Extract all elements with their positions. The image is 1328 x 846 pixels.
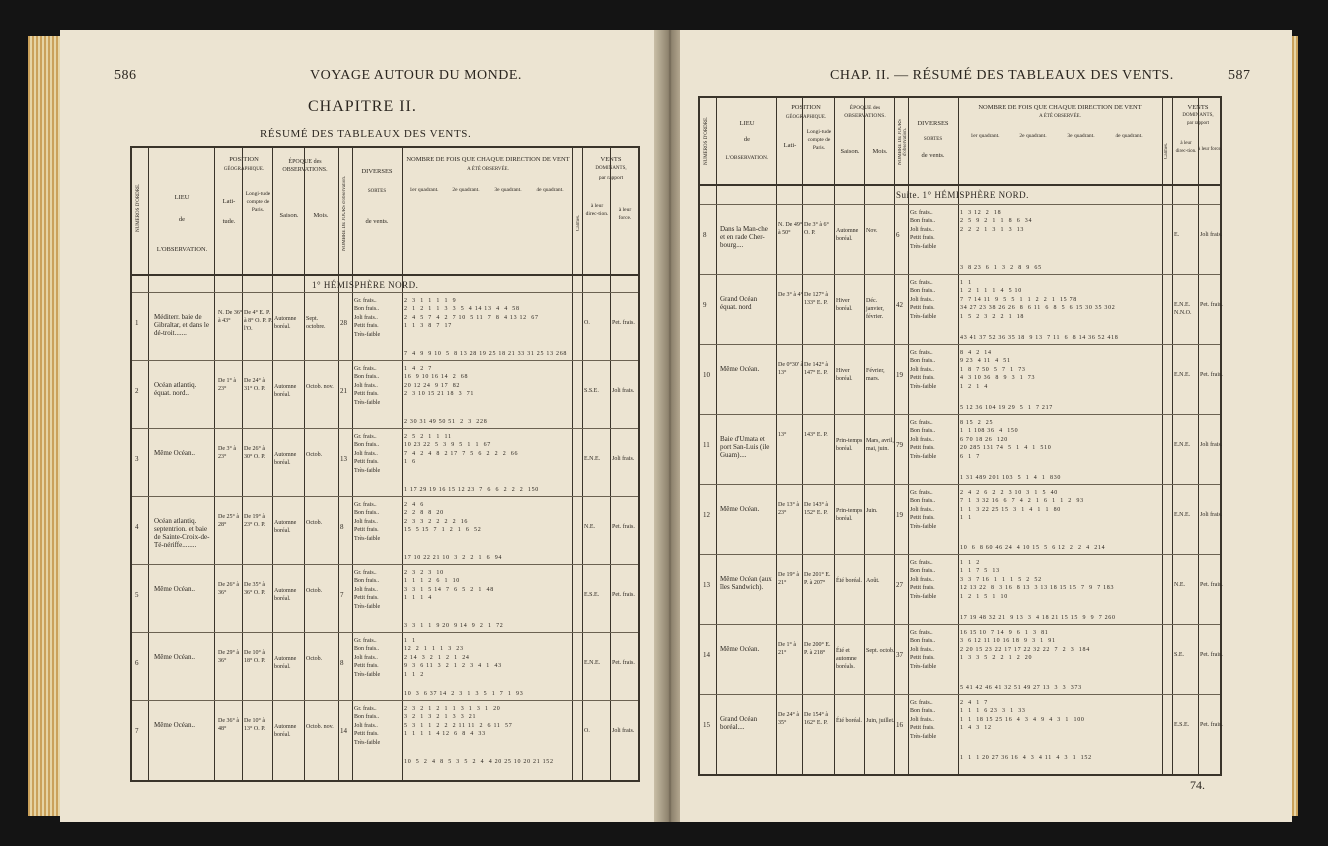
- wind-types: Gr. frais.. Bon frais.. Joli frais.. Petit frais. Très-faible: [910, 560, 937, 600]
- header-nombre-jours: NOMBRE DE JOURS d'observation.: [342, 175, 347, 251]
- row-number: 3: [135, 455, 139, 463]
- wind-counts: 1 1 2 1 1 7 5 13 3 3 7 16 1 1 1 5 2 52 12 13 22 8 3 16 8 13 3 13 18 15 15 7 9 7 183 1 2 1 5 1 10: [960, 560, 1115, 600]
- dominant-direction: O.: [584, 320, 590, 326]
- section-title: RÉSUMÉ DES TABLEAUX DES VENTS.: [260, 128, 472, 140]
- row-saison: Automne boréal.: [836, 228, 859, 242]
- hemisphere-title: 1° HÉMISPHÈRE NORD.: [312, 280, 419, 290]
- header-q2-right: 2e quadrant.: [1019, 133, 1047, 139]
- row-longitude: De 24° à 31° O. P.: [244, 378, 266, 392]
- header-position: POSITION: [229, 156, 259, 163]
- row-saison: Automne boréal.: [274, 588, 297, 602]
- row-number: 2: [135, 387, 139, 395]
- dominant-force: Pet. frais.: [1200, 722, 1223, 728]
- header-q3-right: 3e quadrant.: [1067, 133, 1095, 139]
- wind-counts: 8 15 2 25 1 1 108 36 4 150 6 70 18 26 120 20 285 131 74 5 1 4 1 510 6 1 7: [960, 420, 1052, 460]
- row-days: 16: [896, 721, 903, 729]
- row-latitude: De 3° à 23°: [218, 446, 237, 460]
- row-days: 21: [340, 387, 347, 395]
- row-longitude: De 26° à 30° O. P.: [244, 446, 266, 460]
- row-number: 15: [703, 721, 710, 729]
- table-row: [700, 624, 1223, 695]
- row-longitude: De 35° à 36° O. P.: [244, 582, 266, 596]
- dominant-direction: E.N.E. N.N.O.: [1174, 302, 1192, 316]
- table-row: [132, 360, 638, 429]
- row-lieu: Méditerr. baie de Gibraltar, et dans le dé-troit.......: [154, 313, 209, 337]
- wind-counts: 2 3 1 1 1 1 9 2 1 2 1 1 3 3 5 4 14 13 4 4 58 2 4 5 7 4 2 7 10 5 11 7 8 4 13 12 67 1 1 3 8 7 17: [404, 298, 539, 330]
- dominant-force: Pet. frais.: [612, 592, 635, 598]
- header-q4: 4e quadrant.: [536, 187, 564, 193]
- row-saison: Automne boréal.: [274, 384, 297, 398]
- dominant-direction: E.N.E.: [1174, 512, 1191, 518]
- wind-types: Gr. frais.. Bon frais.. Joli frais.. Petit frais. Très-faible: [910, 700, 937, 740]
- running-head-right: CHAP. II. — RÉSUMÉ DES TABLEAUX DES VENTS.: [830, 68, 1174, 83]
- row-mois: Octob.: [306, 588, 323, 594]
- row-longitude: De 4° E. P. à 8° O. P. P. l'O.: [244, 310, 273, 332]
- row-latitude: De 13° à 23°: [778, 502, 800, 516]
- table-row: [700, 204, 1223, 275]
- row-lieu: Même Océan..: [154, 585, 196, 593]
- header-nombre: NOMBRE DE FOIS QUE CHAQUE DIRECTION DE VENT: [406, 156, 570, 163]
- row-longitude: De 19° à 23° O. P.: [244, 514, 266, 528]
- dominant-force: Joli frais.: [612, 456, 635, 462]
- row-number: 12: [703, 511, 710, 519]
- header-geographique: GÉOGRAPHIQUE.: [223, 167, 265, 172]
- running-head: VOYAGE AUTOUR DU MONDE.: [310, 68, 522, 83]
- table-row: [132, 292, 638, 361]
- header-mois: Mois.: [313, 212, 329, 219]
- row-number: 11: [703, 441, 710, 449]
- row-latitude: De 24° à 35°: [778, 712, 800, 726]
- header-q1: 1er quadrant.: [409, 187, 439, 193]
- header-direction-right: à leur direc-tion.: [1175, 141, 1197, 154]
- header-geo-right: GÉOGRAPHIQUE.: [785, 115, 827, 120]
- chapter-title: CHAPITRE II.: [308, 98, 417, 115]
- header-longi-right: Longi-tude compte de Paris.: [806, 129, 832, 151]
- row-mois: Août.: [866, 578, 880, 584]
- dominant-force: Pet. frais.: [612, 320, 635, 326]
- row-number: 14: [703, 651, 710, 659]
- header-dominants: DOMINANTS,: [595, 166, 627, 171]
- wind-counts: 1 3 12 2 18 2 5 9 2 1 1 8 6 34 2 2 2 1 3 1 3 13: [960, 210, 1033, 233]
- row-days: 14: [340, 727, 347, 735]
- dominant-force: Joli frais.: [1200, 512, 1223, 518]
- row-total: 7 4 9 9 10 5 8 13 28 19 25 18 21 33 31 25 13 268: [404, 351, 568, 357]
- header-q3: 3e quadrant.: [494, 187, 522, 193]
- header-jours-right: NOMBRE DE JOURS d'observation.: [898, 119, 908, 165]
- row-total: 43 41 37 52 36 35 18 9 13 7 11 6 8 14 36 52 418: [960, 335, 1119, 341]
- header-dominants-right: DOMINANTS,: [1182, 113, 1214, 118]
- dominant-direction: N.E.: [1174, 582, 1185, 588]
- header-lieu: LIEU: [174, 194, 190, 201]
- row-mois: Juin, juillet.: [866, 718, 895, 724]
- dominant-force: Pet. frais.: [612, 524, 635, 530]
- row-total: 3 8 23 6 1 3 2 8 9 65: [960, 265, 1042, 271]
- wind-counts: 16 15 10 7 14 9 6 1 3 81 3 6 12 11 10 16 18 9 3 1 91 2 20 15 23 22 17 17 22 32 22 7 2 3 184 1 3 3 5 2 2 1 2 20: [960, 630, 1090, 662]
- row-mois: Nov.: [866, 228, 878, 234]
- header-par-rapport: par rapport: [598, 175, 624, 181]
- wind-counts: 8 4 2 14 9 23 4 11 4 51 1 8 7 50 5 7 1 73 4 3 10 36 8 9 3 1 73 1 2 1 4: [960, 350, 1036, 390]
- header-tude: tude.: [222, 218, 236, 225]
- signature-mark: 74.: [1190, 778, 1205, 792]
- wind-types: Gr. frais.. Bon frais.. Joli frais.. Petit frais. Très-faible: [354, 366, 381, 406]
- row-total: 1 31 489 201 103 5 1 4 1 830: [960, 475, 1062, 481]
- row-longitude: De 10° à 13° O. P.: [244, 718, 266, 732]
- table-row: [132, 700, 638, 769]
- row-days: 79: [896, 441, 903, 449]
- table-row: [700, 414, 1223, 485]
- dominant-force: Pet. frais.: [1200, 652, 1223, 658]
- row-latitude: 13°: [778, 432, 787, 438]
- header-saison: Saison.: [279, 212, 299, 219]
- header-lati-right: Lati-: [783, 142, 797, 149]
- row-mois: Sept. octob.: [866, 648, 895, 654]
- row-latitude: De 29° à 36°: [218, 650, 240, 664]
- header-direction: à leur direc-tion.: [585, 203, 609, 217]
- header-longi: Longi-tude compte de Paris.: [245, 191, 271, 213]
- header-sortes-right: SORTES: [923, 137, 943, 142]
- row-days: 13: [340, 455, 347, 463]
- header-q2: 2e quadrant.: [452, 187, 480, 193]
- row-lieu: Même Océan..: [154, 653, 196, 661]
- table-row: [700, 554, 1223, 625]
- row-saison: Prin-temps boréal.: [836, 438, 863, 452]
- wind-summary-table-continued: [698, 96, 1222, 776]
- row-number: 6: [135, 659, 139, 667]
- header-a-ete-right: A ÉTÉ OBSERVÉE.: [1039, 114, 1081, 119]
- header-par-rapport-right: par rapport: [1186, 121, 1210, 126]
- row-mois: Octob.: [306, 656, 323, 662]
- wind-counts: 2 4 1 7 1 1 1 6 23 3 1 33 1 1 18 15 25 16 4 3 4 9 4 3 1 100 1 4 3 12: [960, 700, 1085, 732]
- row-lieu: Même Océan.: [720, 505, 760, 513]
- header-lati: Lati-: [222, 198, 236, 205]
- header-calmes-right: Calmes.: [1164, 142, 1169, 160]
- dominant-direction: S.S.E.: [584, 388, 599, 394]
- row-days: 6: [896, 231, 900, 239]
- wind-types: Gr. frais.. Bon frais.. Joli frais.. Petit frais. Très-faible: [354, 570, 381, 610]
- row-latitude: De 1° à 23°: [218, 378, 237, 392]
- row-mois: Octob.: [306, 520, 323, 526]
- row-mois: Mars, avril, mai, juin.: [866, 438, 894, 452]
- row-mois: Juin.: [866, 508, 878, 514]
- header-saison-right: Saison.: [840, 148, 860, 155]
- row-mois: Octob. nov.: [306, 724, 334, 730]
- row-days: 7: [340, 591, 344, 599]
- row-saison: Été et automne boréals.: [836, 648, 857, 670]
- table-row: [700, 694, 1223, 765]
- row-mois: Sept. octobre.: [306, 316, 326, 330]
- wind-types: Gr. frais.. Bon frais.. Joli frais.. Petit frais. Très-faible: [910, 280, 937, 320]
- wind-counts: 2 3 2 3 10 1 1 1 2 6 1 10 3 3 1 5 14 7 6 5 2 1 48 1 1 1 4: [404, 570, 494, 602]
- table-row: [132, 632, 638, 701]
- header-vents: VENTS: [600, 156, 622, 163]
- row-lieu: Même Océan.: [720, 645, 760, 653]
- dominant-direction: S.E.: [1174, 652, 1185, 658]
- row-days: 37: [896, 651, 903, 659]
- row-days: 42: [896, 301, 903, 309]
- header-diverses: DIVERSES: [361, 168, 393, 175]
- dominant-direction: E.N.E.: [1174, 442, 1191, 448]
- row-mois: Déc. janvier, février.: [866, 298, 884, 320]
- dominant-direction: E.N.E.: [584, 456, 601, 462]
- row-days: 19: [896, 371, 903, 379]
- row-latitude: N. De 49° à 50°: [778, 222, 803, 236]
- table-header: [132, 148, 638, 276]
- table-row: [700, 274, 1223, 345]
- header-position-right: POSITION: [791, 104, 821, 111]
- header-force-right: à leur force.: [1198, 147, 1223, 152]
- wind-types: Gr. frais.. Bon frais.. Joli frais.. Petit frais. Très-faible: [354, 298, 381, 338]
- header-de-vents-right: de vents.: [921, 152, 945, 159]
- table-header-right: [700, 98, 1223, 186]
- row-days: 27: [896, 581, 903, 589]
- row-saison: Été boréal.: [836, 578, 862, 584]
- wind-counts: 1 1 1 2 1 1 1 4 5 10 7 7 14 11 9 5 5 1 1 2 2 1 15 78 34 27 23 38 26 26 8 6 11 6 8 5 6 15 30 35 302 1 5 2 3 2 2 1 18: [960, 280, 1116, 320]
- dominant-force: Joli frais.: [1200, 442, 1223, 448]
- row-latitude: N. De 36° à 43°: [218, 310, 243, 324]
- row-days: 8: [340, 659, 344, 667]
- header-diverses-right: DIVERSES: [917, 120, 949, 127]
- wind-types: Gr. frais.. Bon frais.. Joli frais.. Petit frais. Très-faible: [910, 350, 937, 390]
- row-number: 9: [703, 301, 707, 309]
- row-saison: Automne boréal.: [274, 316, 297, 330]
- row-number: 5: [135, 591, 139, 599]
- wind-types: Gr. frais.. Bon frais.. Joli frais.. Petit frais. Très-faible: [910, 630, 937, 670]
- wind-types: Gr. frais.. Bon frais.. Joli frais.. Petit frais. Très-faible: [354, 502, 381, 542]
- header-force: à leur force.: [618, 207, 632, 221]
- row-mois: Octob. nov.: [306, 384, 334, 390]
- row-days: 8: [340, 523, 344, 531]
- row-longitude: De 3° à 6° O. P.: [804, 222, 829, 236]
- dominant-direction: E.S.E.: [584, 592, 600, 598]
- header-observation-right: L'OBSERVATION.: [725, 155, 769, 161]
- row-days: 28: [340, 319, 347, 327]
- row-number: 13: [703, 581, 710, 589]
- row-longitude: 143° E. P.: [804, 432, 828, 438]
- row-latitude: De 19° à 21°: [778, 572, 800, 586]
- row-saison: Automne boréal.: [274, 724, 297, 738]
- dominant-force: Joli frais.: [1200, 232, 1223, 238]
- table-row: [132, 428, 638, 497]
- dominant-direction: N.E.: [584, 524, 595, 530]
- wind-types: Gr. frais.. Bon frais.. Joli frais.. Petit frais. Très-faible: [910, 490, 937, 530]
- row-longitude: De 10° à 18° O. P.: [244, 650, 266, 664]
- wind-types: Gr. frais.. Bon frais.. Joli frais.. Petit frais. Très-faible: [910, 210, 937, 250]
- table-row: [700, 344, 1223, 415]
- page-number-right: 587: [1228, 68, 1251, 83]
- row-mois: Octob.: [306, 452, 323, 458]
- row-saison: Prin-temps boréal.: [836, 508, 863, 522]
- row-total: 10 3 6 37 14 2 3 1 3 5 1 7 1 93: [404, 691, 524, 697]
- header-nombre-right: NOMBRE DE FOIS QUE CHAQUE DIRECTION DE VENT: [978, 104, 1142, 111]
- row-number: 8: [703, 231, 707, 239]
- wind-counts: 1 1 12 2 1 1 1 3 23 2 14 3 2 1 2 1 24 9 3 6 11 3 2 1 2 3 4 1 43 1 1 2: [404, 638, 502, 678]
- wind-counts: 2 4 6 2 2 8 8 20 2 3 3 2 2 2 2 16 15 5 15 7 1 2 1 6 52: [404, 502, 482, 534]
- row-lieu: Même Océan..: [154, 721, 196, 729]
- row-number: 10: [703, 371, 710, 379]
- header-de-vents: de vents.: [365, 218, 389, 225]
- row-longitude: De 127° à 133° E. P.: [804, 292, 829, 306]
- wind-types: Gr. frais.. Bon frais.. Joli frais.. Petit frais. Très-faible: [910, 420, 937, 460]
- row-saison: Été boréal.: [836, 718, 862, 724]
- row-lieu: Grand Océan boréal....: [720, 715, 758, 731]
- wind-counts: 1 4 2 7 16 9 10 16 14 2 68 20 12 24 9 17 82 2 3 10 15 21 18 3 71: [404, 366, 475, 398]
- wind-types: Gr. frais.. Bon frais.. Joli frais.. Petit frais. Très-faible: [354, 434, 381, 474]
- row-number: 1: [135, 319, 139, 327]
- dominant-direction: E.: [1174, 232, 1180, 238]
- header-de-right: de: [743, 136, 751, 143]
- wind-types: Gr. frais.. Bon frais.. Joli frais.. Petit frais. Très-faible: [354, 706, 381, 746]
- header-lieu-right: LIEU: [739, 120, 755, 127]
- row-total: 17 10 22 21 10 3 2 2 1 6 94: [404, 555, 503, 561]
- row-longitude: De 201° E. P. à 207°: [804, 572, 831, 586]
- table-row: [132, 564, 638, 633]
- dominant-force: Pet. frais.: [1200, 582, 1223, 588]
- dominant-force: Pet. frais.: [1200, 372, 1223, 378]
- row-longitude: De 142° à 147° E. P.: [804, 362, 829, 376]
- table-row: [132, 496, 638, 565]
- header-observation: L'OBSERVATION.: [156, 246, 208, 253]
- row-lieu: Même Océan.: [720, 365, 760, 373]
- row-saison: Hiver boréal.: [836, 298, 853, 312]
- left-page: [60, 30, 660, 822]
- row-lieu: Grand Océan équat. nord: [720, 295, 758, 311]
- row-total: 3 3 1 1 9 20 9 14 9 2 1 72: [404, 623, 504, 629]
- dominant-force: Joli frais.: [612, 728, 635, 734]
- row-total: 10 5 2 4 8 5 3 5 2 4 4 20 25 10 20 21 152: [404, 759, 554, 765]
- row-longitude: De 200° E. P. à 218°: [804, 642, 831, 656]
- header-q4-right: 4e quadrant.: [1115, 133, 1143, 139]
- row-latitude: De 0°30' à 13°: [778, 362, 804, 376]
- row-total: 17 19 48 32 21 9 13 3 4 18 21 15 15 9 9 7 260: [960, 615, 1116, 621]
- header-epoque: ÉPOQUE des OBSERVATIONS.: [282, 159, 328, 173]
- wind-types: Gr. frais.. Bon frais.. Joli frais.. Petit frais. Très-faible: [354, 638, 381, 678]
- row-total: 2 30 31 49 50 51 2 3 228: [404, 419, 488, 425]
- suite-hemisphere-title: Suite. 1° HÉMISPHÈRE NORD.: [896, 190, 1029, 200]
- row-saison: Automne boréal.: [274, 656, 297, 670]
- header-epoque-right: ÉPOQUE des OBSERVATIONS.: [844, 105, 886, 119]
- table-row: [700, 484, 1223, 555]
- dominant-force: Pet. frais.: [1200, 302, 1223, 308]
- row-mois: Février, mars.: [866, 368, 885, 382]
- dominant-force: Pet. frais.: [612, 660, 635, 666]
- row-latitude: De 36° à 48°: [218, 718, 240, 732]
- row-longitude: De 154° à 162° E. P.: [804, 712, 829, 726]
- row-latitude: De 25° à 28°: [218, 514, 240, 528]
- row-number: 7: [135, 727, 139, 735]
- header-de: de: [178, 216, 186, 223]
- row-latitude: De 26° à 36°: [218, 582, 240, 596]
- row-days: 19: [896, 511, 903, 519]
- row-total: 5 41 42 46 41 32 51 49 27 13 3 3 373: [960, 685, 1082, 691]
- row-total: 5 12 36 104 19 29 5 1 7 217: [960, 405, 1053, 411]
- row-lieu: Dans la Man-che et en rade Cher-bourg....: [720, 225, 768, 249]
- page-edges-left: [28, 36, 64, 816]
- wind-counts: 2 4 2 6 2 2 3 10 3 1 5 40 7 1 3 32 16 6 7 4 2 1 6 1 1 2 93 1 1 3 22 25 15 3 1 4 1 1 80 1 1: [960, 490, 1084, 522]
- row-lieu: Même Océan..: [154, 449, 196, 457]
- wind-counts: 2 3 2 1 2 1 1 3 1 3 1 20 3 2 1 3 2 1 3 3 21 5 3 1 1 2 2 2 11 11 2 6 11 57 1 1 1 1 4 12 6 8 4 33: [404, 706, 513, 738]
- row-number: 4: [135, 523, 139, 531]
- dominant-direction: O.: [584, 728, 590, 734]
- row-lieu: Baie d'Umata et port San-Luis (ile Guam)....: [720, 435, 770, 459]
- row-longitude: De 143° à 152° E. P.: [804, 502, 829, 516]
- row-total: 10 6 8 60 46 24 4 10 15 5 6 12 2 2 4 214: [960, 545, 1106, 551]
- header-vents-right: VENTS: [1187, 104, 1209, 111]
- header-a-ete: A ÉTÉ OBSERVÉE.: [467, 167, 509, 172]
- row-total: 1 17 29 19 16 15 12 23 7 6 6 2 2 2 150: [404, 487, 539, 493]
- dominant-direction: E.S.E.: [1174, 722, 1190, 728]
- header-numeros-right: NUMÉROS D'ORDRE.: [704, 116, 709, 166]
- row-saison: Automne boréal.: [274, 452, 297, 466]
- header-numeros: NUMÉROS D'ORDRE.: [136, 183, 141, 233]
- dominant-direction: E.N.E.: [1174, 372, 1191, 378]
- header-mois-right: Mois.: [872, 148, 888, 155]
- row-latitude: De 1° à 21°: [778, 642, 797, 656]
- row-latitude: De 3° à 4°: [778, 292, 803, 298]
- header-q1-right: 1er quadrant.: [970, 133, 1000, 139]
- row-lieu: Océan atlantiq. septentrion. et baie de Sainte-Croix-de-Té-nériffe........: [154, 517, 210, 549]
- row-lieu: Océan atlantiq. équat. nord..: [154, 381, 197, 397]
- wind-summary-table: [130, 146, 640, 782]
- dominant-force: Joli frais.: [612, 388, 635, 394]
- dominant-direction: E.N.E.: [584, 660, 601, 666]
- header-calmes: Calmes.: [576, 214, 581, 232]
- row-total: 1 1 1 20 27 36 16 4 3 4 11 4 3 1 152: [960, 755, 1092, 761]
- header-sortes: SORTES: [367, 189, 387, 194]
- row-saison: Automne boréal.: [274, 520, 297, 534]
- row-lieu: Même Océan (aux îles Sandwich).: [720, 575, 772, 591]
- row-saison: Hiver boréal.: [836, 368, 853, 382]
- right-page: [680, 30, 1292, 822]
- page-number: 586: [114, 68, 137, 83]
- wind-counts: 2 5 2 1 1 11 10 23 22 5 3 9 5 1 1 67 7 4 2 4 8 2 17 7 5 6 2 2 2 66 1 6: [404, 434, 519, 466]
